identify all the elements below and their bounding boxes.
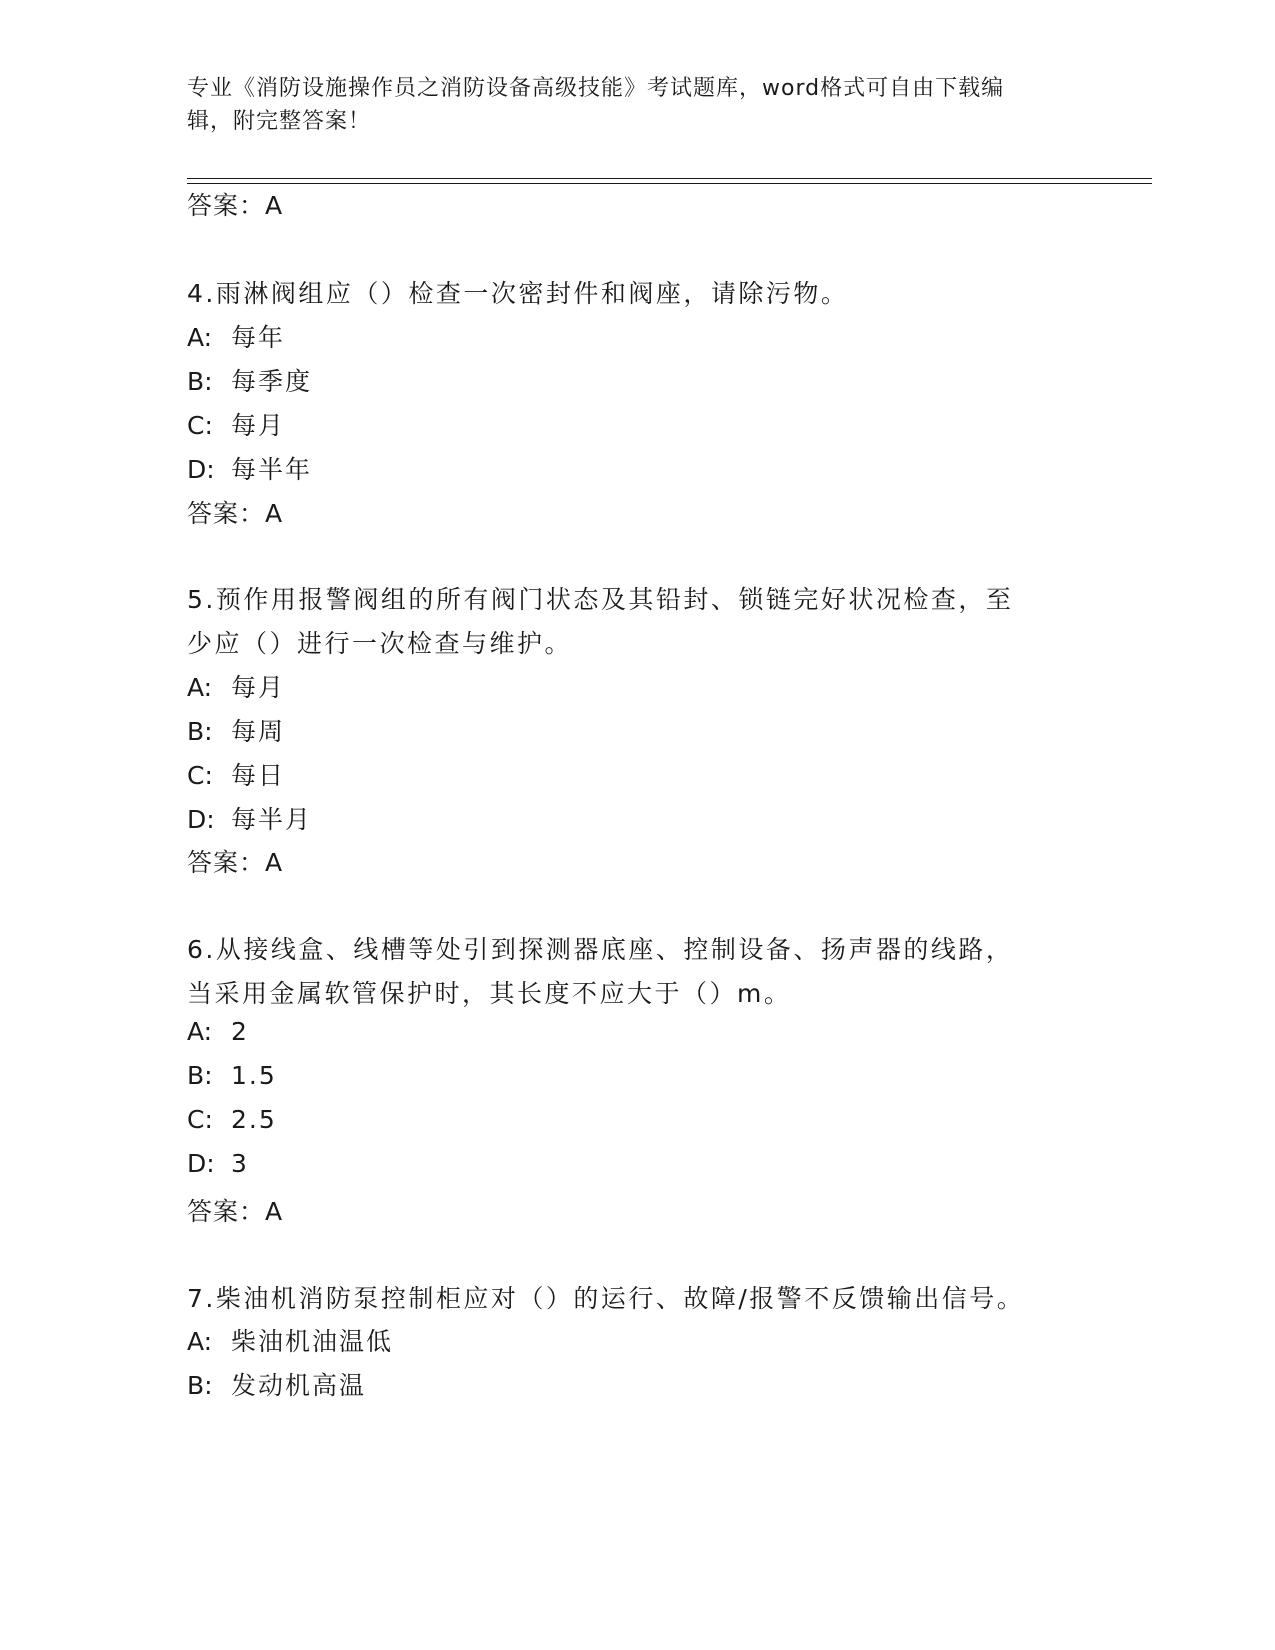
answer-line: 答案：A — [187, 848, 284, 877]
option-label: A: — [187, 323, 213, 352]
option-b — [187, 362, 312, 398]
option-a — [187, 1322, 393, 1358]
option-b — [187, 712, 285, 748]
option-label: D: — [187, 805, 215, 834]
option-label: B: — [187, 1061, 213, 1090]
header-rule-bottom — [187, 183, 1152, 184]
option-b — [187, 1366, 366, 1402]
option-label: B: — [187, 717, 213, 746]
document-header — [187, 72, 1067, 138]
option-text: 柴油机油温低 — [231, 1327, 394, 1356]
option-a — [187, 1017, 249, 1046]
question-text: 7.柴油机消防泵控制柜应对（）的运行、故障/报警不反馈输出信号。 — [187, 1284, 1025, 1313]
header-line-1: 专业《消防设施操作员之消防设备高级技能》考试题库，word格式可自由下载编 — [187, 76, 1005, 101]
option-d — [187, 800, 312, 836]
option-a — [187, 668, 285, 704]
question-text: 6.从接线盒、线槽等处引到探测器底座、控制设备、扬声器的线路， — [187, 935, 1014, 964]
option-text: 3 — [231, 1149, 249, 1178]
option-c — [187, 406, 285, 442]
option-label: C: — [187, 761, 213, 790]
option-label: B: — [187, 1371, 213, 1400]
option-a — [187, 318, 285, 354]
header-line-2: 辑，附完整答案！ — [187, 109, 372, 134]
question-text-continued: 少应（）进行一次检查与维护。 — [187, 629, 573, 658]
option-text: 每年 — [231, 323, 286, 352]
option-text: 发动机高温 — [231, 1371, 367, 1400]
answer-line: 答案：A — [187, 191, 284, 220]
option-text: 每月 — [231, 673, 286, 702]
answer-line: 答案：A — [187, 499, 284, 528]
option-label: D: — [187, 455, 215, 484]
option-text: 每季度 — [231, 367, 313, 396]
option-text: 每周 — [231, 717, 286, 746]
option-label: D: — [187, 1149, 215, 1178]
option-text: 每月 — [231, 411, 286, 440]
option-text: 1.5 — [231, 1061, 277, 1090]
option-label: A: — [187, 1327, 213, 1356]
question-text: 5.预作用报警阀组的所有阀门状态及其铅封、锁链完好状况检查，至 — [187, 585, 1014, 614]
option-b — [187, 1061, 277, 1090]
answer-line: 答案：A — [187, 1197, 284, 1226]
header-rule-top — [187, 178, 1152, 179]
option-label: A: — [187, 673, 213, 702]
option-label: C: — [187, 1105, 213, 1134]
option-label: A: — [187, 1017, 213, 1046]
option-text: 每半年 — [231, 455, 313, 484]
option-text: 2 — [231, 1017, 249, 1046]
question-text-continued: 当采用金属软管保护时，其长度不应大于（）m。 — [187, 979, 792, 1008]
option-label: C: — [187, 411, 213, 440]
option-text: 2.5 — [231, 1105, 277, 1134]
option-text: 每半月 — [231, 805, 313, 834]
option-d — [187, 1149, 249, 1178]
option-label: B: — [187, 367, 213, 396]
option-text: 每日 — [231, 761, 286, 790]
question-text: 4.雨淋阀组应（）检查一次密封件和阀座，请除污物。 — [187, 279, 849, 308]
option-c — [187, 756, 285, 792]
option-c — [187, 1105, 277, 1134]
option-d — [187, 450, 312, 486]
